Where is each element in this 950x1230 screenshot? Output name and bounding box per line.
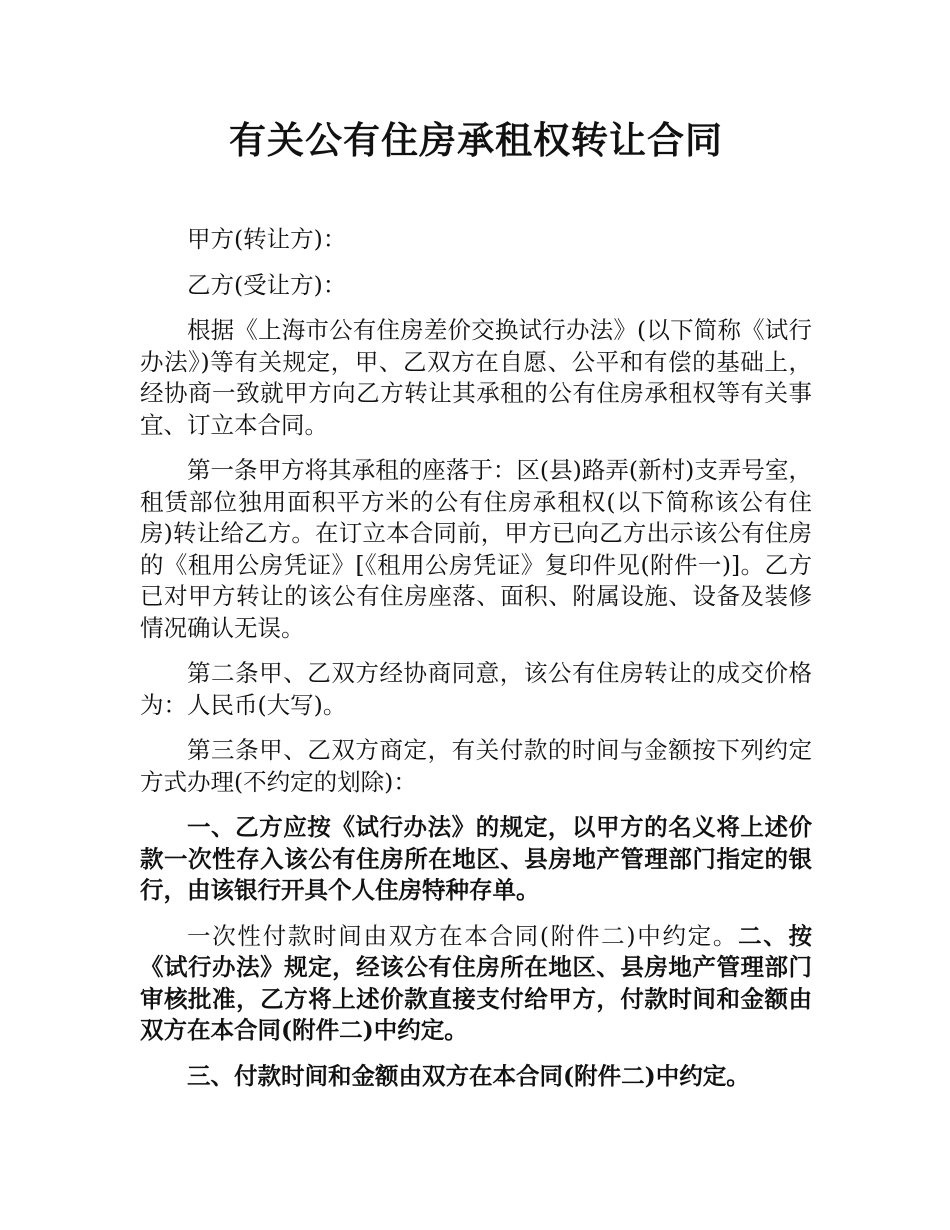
payment-option-3: 三、付款时间和金额由双方在本合同(附件二)中约定。: [187, 1061, 750, 1090]
contract-page: [140, 110, 812, 1106]
party-a-line: 甲方(转让方)：: [187, 225, 347, 253]
contract-title: 有关公有住房承租权转让合同: [229, 119, 723, 162]
payment-option-1-note-and-option-2: [140, 921, 812, 1047]
article-3-paragraph: 第三条甲、乙双方商定，有关付款的时间与金额按下列约定方式办理(不约定的划除)：: [140, 736, 812, 796]
payment-option-2: 二、按《试行办法》规定，经该公有住房所在地区、县房地产管理部门审核批准，乙方将上述价款直接支付给甲方，付款时间和金额由双方在本合同(附件二)中约定。: [140, 921, 813, 1044]
article-2-paragraph: 第二条甲、乙双方经协商同意，该公有住房转让的成交价格为：人民币(大写)。: [140, 659, 812, 719]
option-1-note: 一次性付款时间由双方在本合同(附件二)中约定。: [187, 921, 739, 950]
party-b-line: 乙方(受让方)：: [187, 270, 347, 299]
payment-option-1: 一、乙方应按《试行办法》的规定，以甲方的名义将上述价款一次性存入该公有住房所在地区、县房地产管理部门指定的银行，由该银行开具个人住房特种存单。: [140, 813, 812, 904]
preamble-paragraph: 根据《上海市公有住房差价交换试行办法》(以下简称《试行办法》)等有关规定，甲、乙双方在自愿、公平和有偿的基础上，经协商一致就甲方向乙方转让其承租的公有住房承租权等有关事宜、订立本合同。: [140, 316, 812, 439]
article-1-paragraph: 第一条甲方将其承租的座落于：区(县)路弄(新村)支弄号室，租赁部位独用面积平方米的公有住房承租权(以下简称该公有住房)转让给乙方。在订立本合同前，甲方已向乙方出示该公有住房的《租用公房凭证》[《租用公房凭证》复印件见(附件一)]。乙方已对甲方转让的该公有住房座落、面积、附属设施、设备及装修情况确认无误。: [140, 456, 812, 642]
